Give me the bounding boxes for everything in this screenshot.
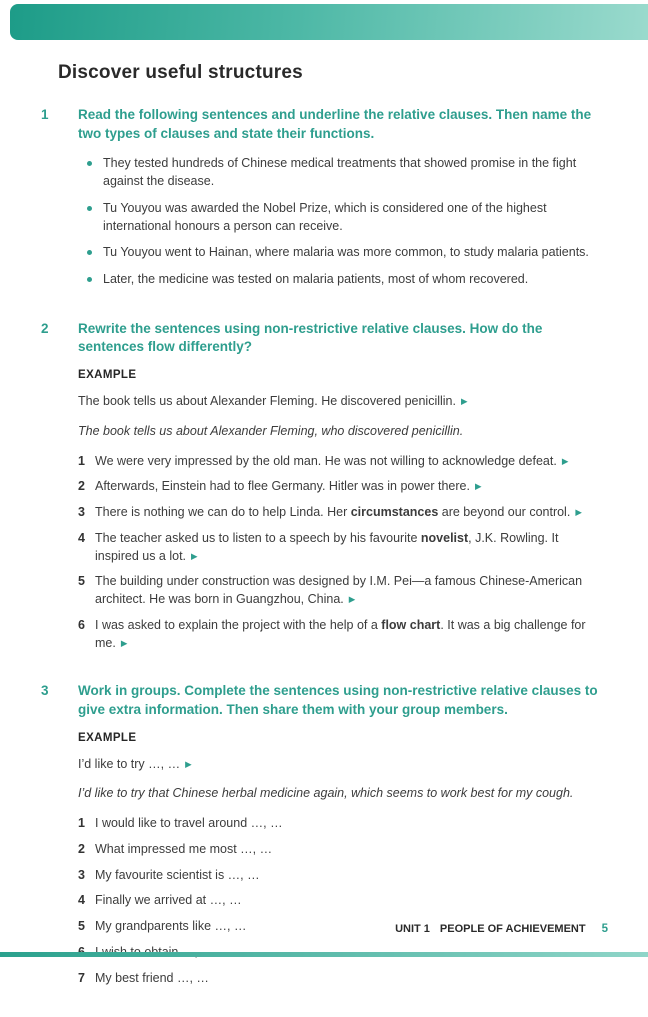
item-number: 2 [78, 841, 85, 856]
numbered-list-item [78, 617, 598, 653]
section-2-example-answer: The book tells us about Alexander Fleming, who discovered penicillin. [78, 423, 464, 438]
footer-unit-title: PEOPLE OF ACHIEVEMENT [439, 923, 586, 935]
item-text: My grandparents like …, … [95, 919, 247, 933]
bullet-icon [87, 277, 92, 282]
example-prompt-text: The book tells us about Alexander Fleming. He discovered penicillin. [78, 394, 456, 408]
numbered-list-item [78, 841, 598, 859]
section-1-number: 1 [41, 107, 49, 122]
section-3-example-prompt [78, 756, 598, 774]
play-arrow-icon: ▶ [191, 550, 198, 561]
numbered-list-item [78, 867, 598, 885]
item-number: 5 [78, 919, 85, 933]
numbered-list-item [78, 478, 598, 496]
section-1 [38, 106, 598, 298]
bullet-icon [87, 250, 92, 255]
item-text: I was asked to explain the project with the help of a flow chart. It was a big challenge for me. ▶ [95, 617, 586, 650]
item-text: There is nothing we can do to help Linda. Her circumstances are beyond our control. ▶ [95, 505, 582, 519]
bullet-text: Tu Youyou went to Hainan, where malaria was more common, to study malaria patients. [103, 245, 589, 260]
numbered-list-item [78, 892, 598, 910]
page-footer [395, 923, 608, 935]
play-arrow-icon: ▶ [474, 481, 482, 492]
play-arrow-icon: ▶ [120, 637, 128, 648]
item-number: 7 [78, 970, 85, 985]
item-number: 4 [78, 530, 85, 545]
bullet-icon [87, 206, 92, 211]
item-text: We were very impressed by the old man. He was not willing to acknowledge defeat. ▶ [95, 453, 569, 468]
section-3-heading: Work in groups. Complete the sentences using non-restrictive relative clauses to give extra information. Then share them with your group members. [78, 683, 598, 717]
item-text: The building under construction was designed by I.M. Pei—a famous Chinese-American architect. He was born in Guangzhou, China. ▶ [95, 574, 583, 606]
item-number: 5 [78, 574, 85, 589]
item-text: My favourite scientist is …, … [95, 867, 260, 882]
page-title: Discover useful structures [58, 62, 303, 83]
section-2-example-label: EXAMPLE [78, 369, 137, 381]
play-arrow-icon: ▶ [185, 758, 192, 769]
numbered-list-item [78, 530, 598, 566]
item-number: 4 [78, 893, 85, 908]
page-content [0, 50, 648, 1017]
header-banner [10, 4, 648, 40]
section-1-heading: Read the following sentences and underline the relative clauses. Then name the two types of clauses and state their functions. [78, 107, 592, 141]
play-arrow-icon: ▶ [561, 455, 569, 466]
section-1-bullet-list [78, 155, 598, 289]
section-3-number: 3 [41, 683, 49, 699]
item-text: I would like to travel around …, … [95, 816, 283, 830]
item-text: My best friend …, … [95, 970, 209, 985]
bullet-icon [87, 161, 92, 166]
section-3-item-list [78, 815, 598, 987]
item-number: 1 [78, 816, 85, 830]
item-text: Afterwards, Einstein had to flee Germany. Hitler was in power there. ▶ [95, 479, 482, 494]
section-2 [38, 320, 598, 661]
bullet-list-item [78, 244, 598, 262]
bullet-list-item [78, 155, 598, 191]
bullet-text: Tu Youyou was awarded the Nobel Prize, which is considered one of the highest international honours a person can receive. [103, 200, 547, 233]
numbered-list-item [78, 453, 598, 471]
footer-page-number: 5 [601, 923, 608, 935]
numbered-list-item [78, 970, 598, 988]
numbered-list-item [78, 504, 598, 522]
item-number: 1 [78, 453, 85, 468]
section-2-heading: Rewrite the sentences using non-restrictive relative clauses. How do the sentences flow differently? [78, 320, 543, 355]
bullet-text: Later, the medicine was tested on malaria patients, most of whom recovered. [103, 272, 529, 286]
play-arrow-icon: ▶ [461, 396, 468, 406]
item-number: 2 [78, 479, 85, 494]
section-3-example-answer: I’d like to try that Chinese herbal medicine again, which seems to work best for my cough. [78, 786, 574, 801]
numbered-list-item [78, 815, 598, 833]
section-2-item-list [78, 453, 598, 653]
section-3 [38, 682, 598, 995]
play-arrow-icon: ▶ [348, 594, 356, 604]
example-prompt-text: I’d like to try …, … [78, 756, 181, 771]
play-arrow-icon: ▶ [575, 507, 582, 517]
numbered-list-item [78, 573, 598, 609]
item-number: 6 [78, 617, 85, 632]
item-number: 3 [78, 867, 85, 882]
bullet-list-item [78, 200, 598, 236]
section-3-example-label: EXAMPLE [78, 731, 137, 744]
item-text: The teacher asked us to listen to a speech by his favourite novelist, J.K. Rowling. It inspired us a lot. ▶ [95, 530, 559, 563]
item-number: 3 [78, 505, 85, 519]
section-2-example-prompt [78, 393, 598, 411]
footer-unit-label: UNIT 1 [395, 923, 430, 935]
section-2-number: 2 [41, 320, 49, 336]
bullet-list-item [78, 271, 598, 289]
bottom-edge-rule [0, 952, 648, 957]
bullet-text: They tested hundreds of Chinese medical treatments that showed promise in the fight against the disease. [103, 156, 577, 188]
item-text: Finally we arrived at …, … [95, 893, 242, 908]
item-text: What impressed me most …, … [95, 841, 273, 856]
